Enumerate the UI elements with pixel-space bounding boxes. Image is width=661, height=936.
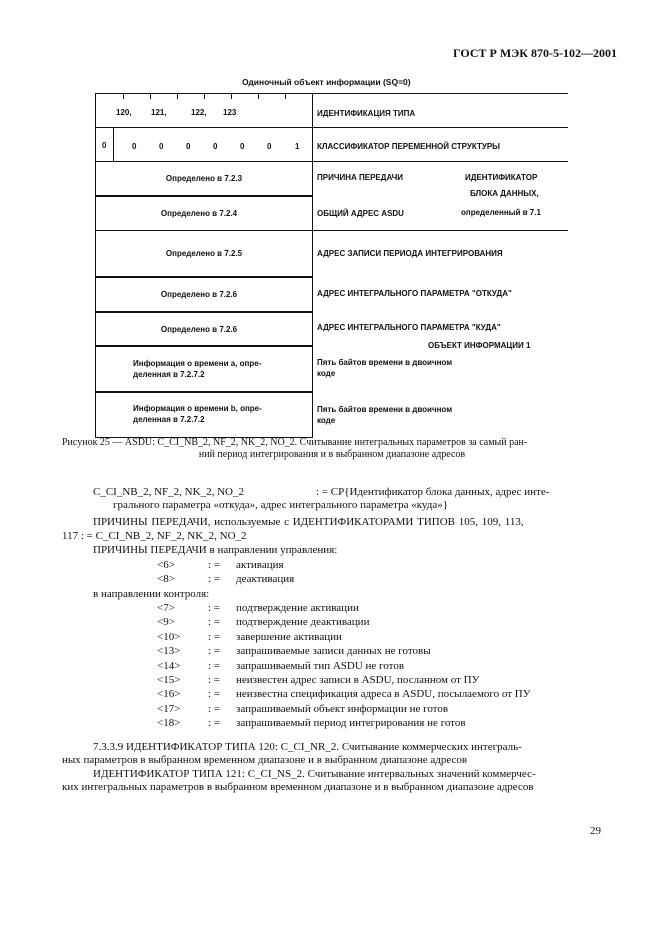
time-a-text-2: деленная в 7.2.7.2 [133,370,205,379]
label-common-address: ОБЩИЙ АДРЕС ASDU [317,209,404,218]
cot-field [95,161,313,196]
cause-op: : = [208,645,221,658]
type-id-122: 122, [191,108,207,117]
cause-op: : = [208,674,221,686]
type-id-123: 123 [223,108,237,117]
cause-text: неизвестен адрес записи в ASDU, посланном от ПУ [236,674,480,686]
type-id-120: 120, [116,108,132,117]
cause-text: подтверждение активации [236,602,359,614]
cause-text: подтверждение деактивации [236,616,370,629]
cause-text: завершение активации [236,630,342,643]
cause-text: активация [236,559,284,571]
cause-op: : = [208,630,221,643]
document-header: ГОСТ Р МЭК 870-5-102—2001 [453,46,617,60]
time-b-text-2: деленная в 7.2.7.2 [133,415,205,424]
bit-5: 0 [186,142,191,151]
asdu-diagram [95,93,568,438]
cause-text: неизвестна спецификация адреса в ASDU, посылаемого от ПУ [236,688,531,701]
cause-code: <18> [157,717,181,730]
end-address-field [95,312,313,346]
time-b-text-1: Информация о времени b, опре- [133,404,262,413]
cause-code: <9> [157,616,175,629]
cause-op: : = [208,573,221,586]
label-type-identification: ИДЕНТИФИКАЦИЯ ТИПА [317,109,416,118]
label-record-address: АДРЕС ЗАПИСИ ПЕРИОДА ИНТЕГРИРОВАНИЯ [317,249,503,258]
cause-code: <10> [157,630,181,643]
time-a-desc-1: Пять байтов времени в двоичном [317,358,453,367]
cot-field-text: Определено в 7.2.3 [165,174,243,183]
cause-text: запрашиваемый объект информации не готов [236,702,449,715]
cause-text: деактивация [236,573,295,586]
cause-code: <13> [157,645,181,658]
end-address-field-text: Определено в 7.2.6 [160,325,238,334]
time-b-desc-1: Пять байтов времени в двоичном [317,405,453,414]
cause-code: <8> [157,573,175,586]
record-address-field [95,230,313,277]
label-start-address: АДРЕС ИНТЕГРАЛЬНОГО ПАРАМЕТРА "ОТКУДА" [317,289,512,298]
time-b-desc-2: коде [317,416,336,425]
paragraph-1-line-1: 7.3.3.9 ИДЕНТИФИКАТОР ТИПА 120: C_CI_NR_2. Считывание коммерческих интеграль- [93,741,522,753]
vsq-field [95,127,313,162]
time-a-field [95,346,313,392]
dui-label-2: БЛОКА ДАННЫХ, [470,189,539,198]
common-address-field [95,196,313,231]
dui-label-3: определенный в 7.1 [461,208,541,217]
time-a-desc-2: коде [317,369,336,378]
bit-3: 0 [240,142,245,151]
cause-op: : = [208,602,221,614]
cause-text: запрашиваемые записи данных не готовы [236,645,431,658]
bit-7: 0 [132,142,137,151]
time-a-text-1: Информация о времени a, опре- [133,359,262,368]
paragraph-1-line-2: ных параметров в выбранном временном диапазоне и в выбранном диапазоне адресов [62,754,468,766]
information-object-label: ОБЪЕКТ ИНФОРМАЦИИ 1 [428,341,531,350]
page-number: 29 [590,825,601,837]
cause-text: запрашиваемый период интегрирования не готов [236,717,466,730]
control-heading: ПРИЧИНЫ ПЕРЕДАЧИ в направлении управления: [93,544,338,556]
causes-line-1: ПРИЧИНЫ ПЕРЕДАЧИ, используемые с ИДЕНТИФИКАТОРАМИ ТИПОВ 105, 109, 113, [93,516,524,528]
cause-op: : = [208,688,221,701]
cause-op: : = [208,717,221,730]
paragraph-2-line-2: ких интегральных параметров в выбранном временном диапазоне и в выбранном диапазоне адресов [62,781,534,793]
bit-6: 0 [159,142,164,151]
bit-1: 1 [295,142,300,151]
common-address-field-text: Определено в 7.2.4 [160,209,238,218]
causes-line-2: 117 : = C_CI_NB_2, NF_2, NK_2, NO_2 [62,530,247,542]
cause-code: <7> [157,602,175,614]
figure-caption [62,437,602,461]
label-variable-structure-qualifier: КЛАССИФИКАТОР ПЕРЕМЕННОЙ СТРУКТУРЫ [317,142,500,151]
definition-assign: : = CP{Идентификатор блока данных, адрес инте- [316,486,550,498]
bit-2: 0 [267,142,272,151]
monitor-heading: в направлении контроля: [93,588,210,600]
paragraph-2-line-1: ИДЕНТИФИКАТОР ТИПА 121: C_CI_NS_2. Считывание интервальных значений коммерчес- [93,768,536,780]
time-b-field [95,392,313,438]
cause-code: <17> [157,702,181,715]
cause-op: : = [208,616,221,629]
definition-continuation: грального параметра «откуда», адрес интегрального параметра «куда»} [113,499,449,511]
cause-code: <14> [157,659,181,672]
cause-op: : = [208,702,221,715]
bit-8: 0 [102,141,107,150]
type-id-field [95,93,313,128]
caption-line-2: ний период интегрирования и в выбранном диапазоне адресов [198,449,466,460]
label-end-address: АДРЕС ИНТЕГРАЛЬНОГО ПАРАМЕТРА "КУДА" [317,323,501,332]
record-address-field-text: Определено в 7.2.5 [165,249,243,258]
type-id-121: 121, [151,108,167,117]
definition-name: C_CI_NB_2, NF_2, NK_2, NO_2 [93,486,244,498]
cause-code: <16> [157,688,181,701]
label-cause-of-transmission: ПРИЧИНА ПЕРЕДАЧИ [317,173,403,182]
cause-text: запрашиваемый тип ASDU не готов [236,659,405,672]
start-address-field [95,277,313,312]
bit-4: 0 [213,142,218,151]
cause-op: : = [208,559,221,571]
start-address-field-text: Определено в 7.2.6 [160,290,238,299]
caption-line-1: Рисунок 25 — ASDU: C_CI_NB_2, NF_2, NK_2, NO_2. Считывание интегральных параметров за самый ран- [62,437,528,448]
cause-code: <15> [157,674,181,686]
dui-label-1: ИДЕНТИФИКАТОР [465,173,538,182]
figure-title: Одиночный объект информации (SQ=0) [242,77,411,87]
cause-op: : = [208,659,221,672]
cause-code: <6> [157,559,175,571]
